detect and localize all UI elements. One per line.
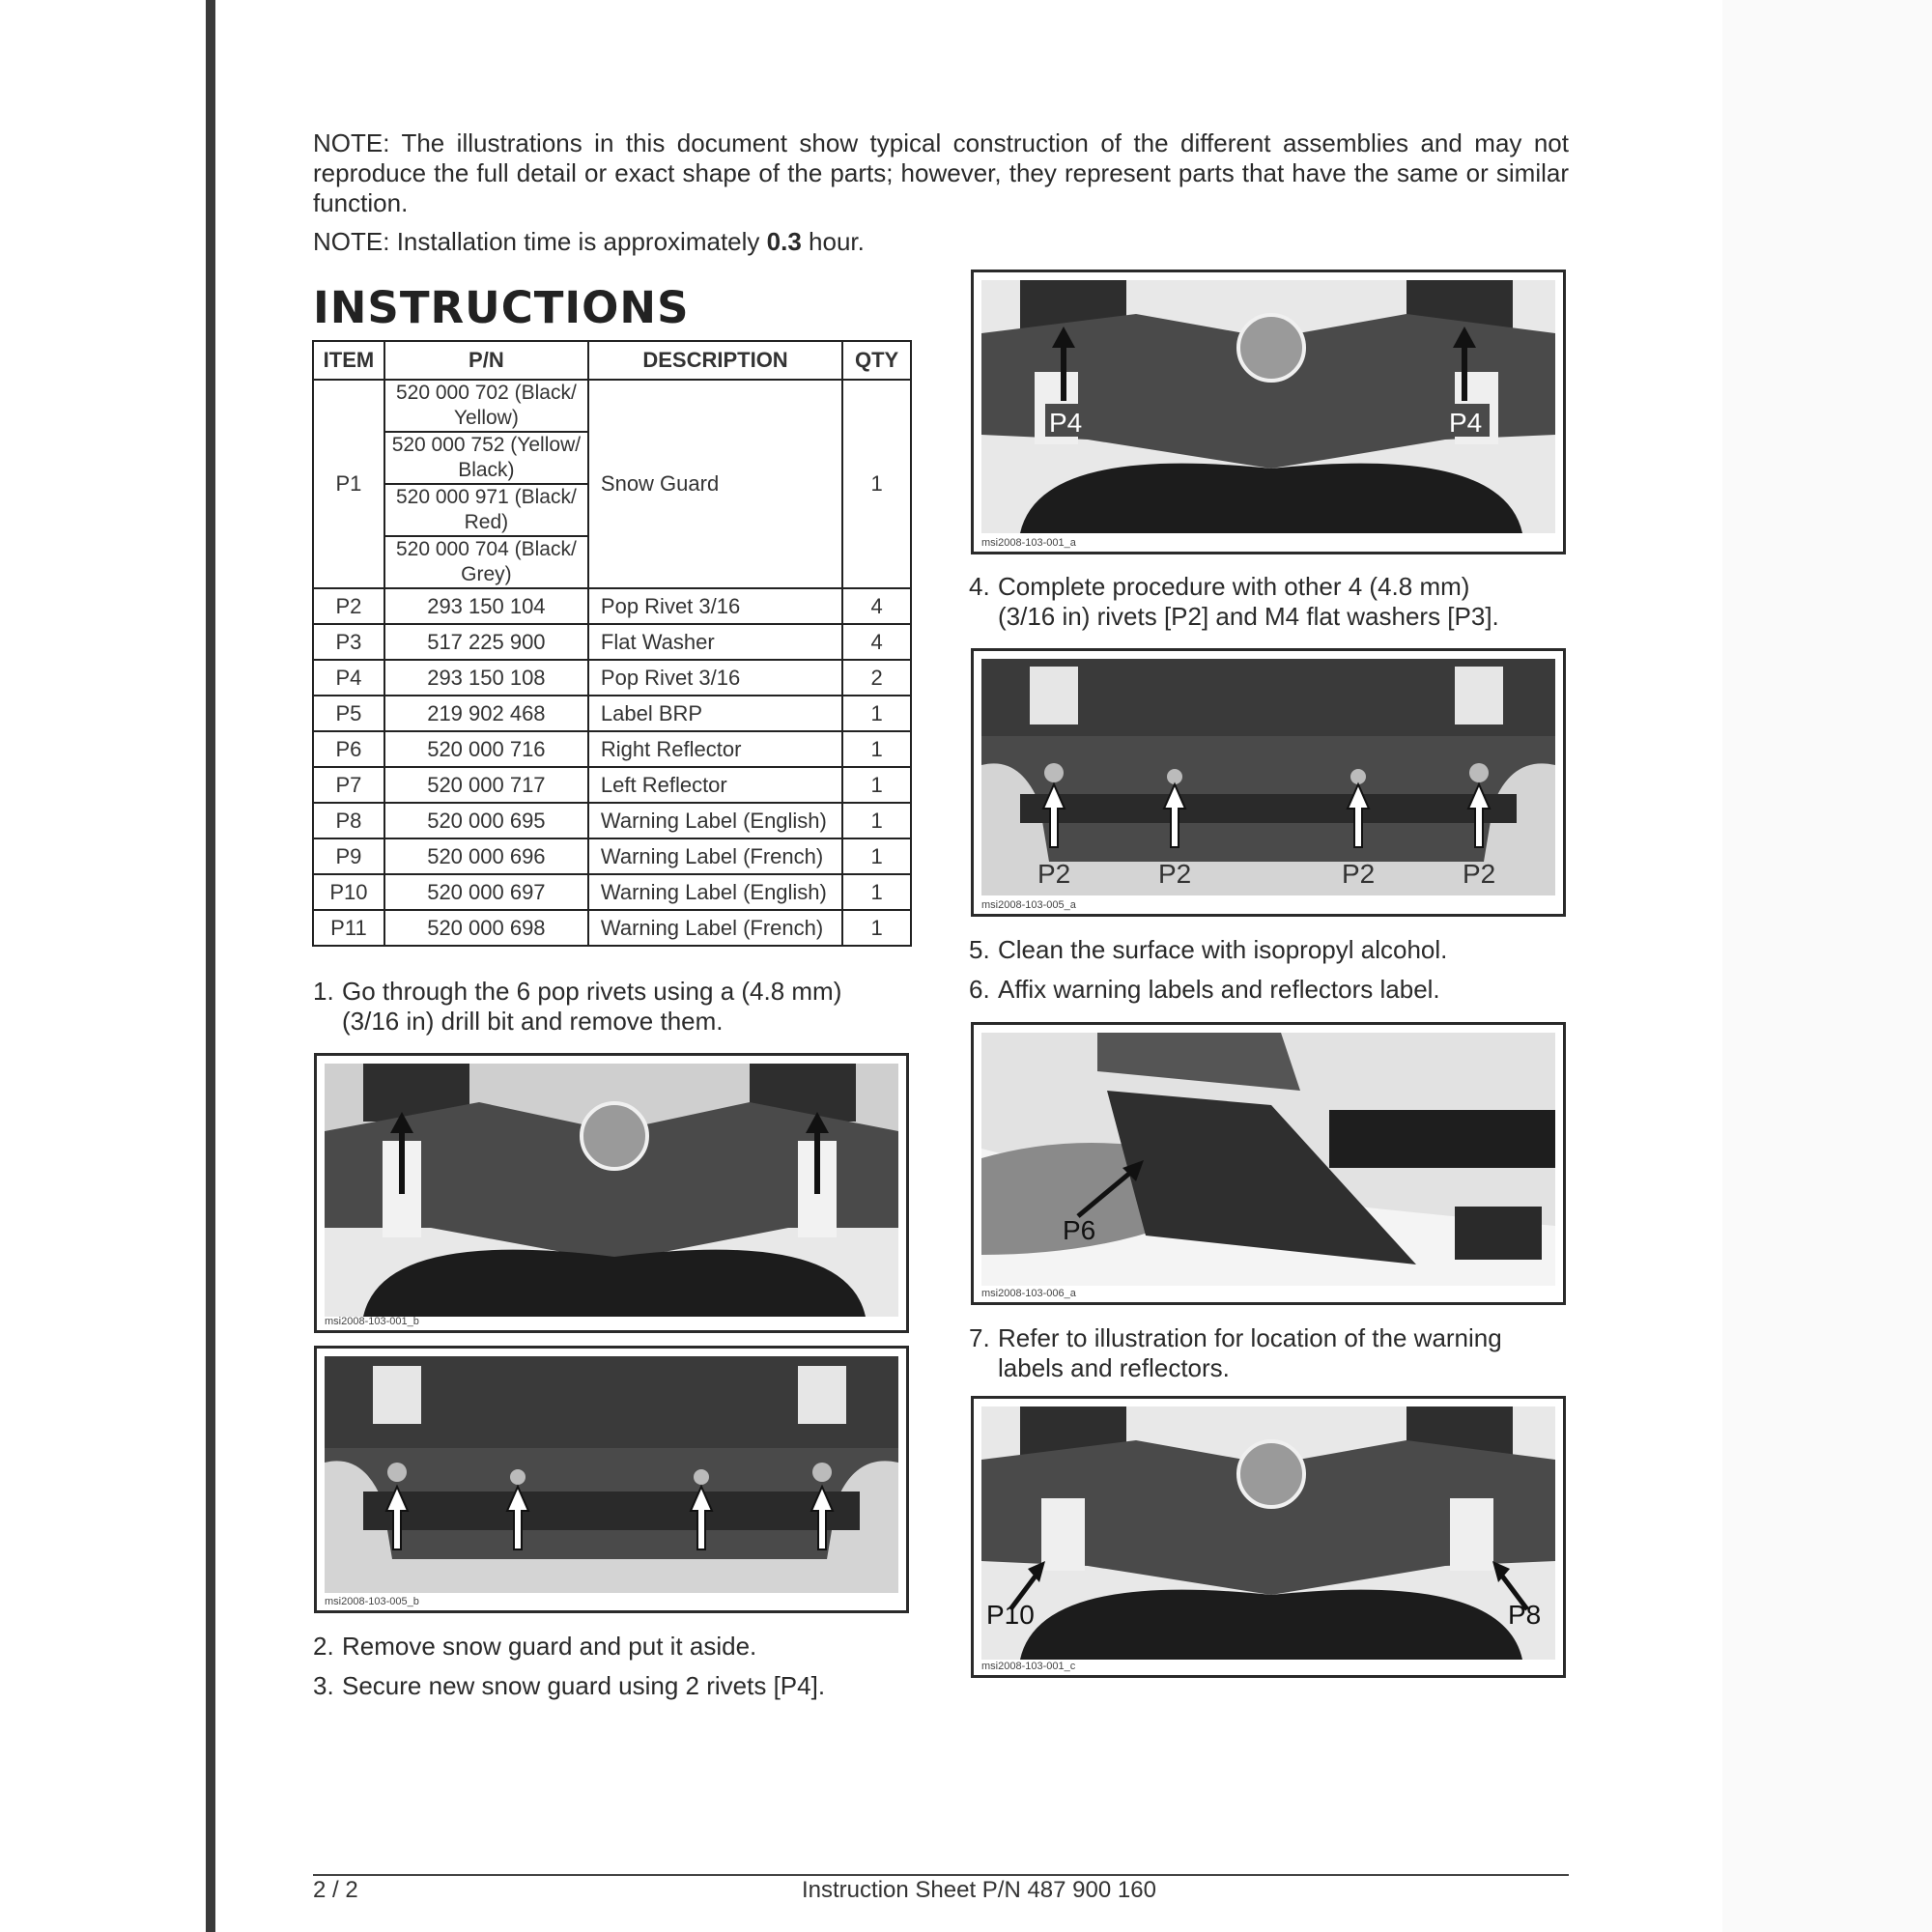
cell-qty: 1: [842, 380, 911, 588]
table-row: [313, 803, 911, 838]
step-6: [969, 975, 1440, 1005]
cell-qty: 1: [842, 696, 911, 731]
step-text: Go through the 6 pop rivets using a (4.8 mm): [342, 977, 842, 1006]
note-text: Installation time is approximately: [396, 227, 760, 256]
table-row: [313, 874, 911, 910]
figure-rivets-p2: [971, 648, 1566, 917]
figure-rivets-underside: [314, 1346, 909, 1613]
step-text: Clean the surface with isopropyl alcohol.: [998, 935, 1448, 964]
pn-variant: 520 000 752 (Yellow/ Black): [385, 433, 587, 485]
table-header-row: [313, 341, 911, 380]
callout-p6: P6: [1063, 1215, 1096, 1245]
table-row: [313, 660, 911, 696]
cell-pn: 520 000 717: [384, 767, 588, 803]
photo-rivets-p2: [981, 659, 1555, 895]
table-row: [313, 624, 911, 660]
cell-pn: 520 000 695: [384, 803, 588, 838]
step-number: 1.: [313, 977, 334, 1006]
step-5: [969, 935, 1447, 965]
table-row: [313, 838, 911, 874]
cell-qty: 1: [842, 731, 911, 767]
step-text: Remove snow guard and put it aside.: [342, 1632, 757, 1661]
photo-rivets-underside: [325, 1356, 898, 1593]
callout-p8: P8: [1508, 1600, 1542, 1630]
figure-id: msi2008-103-001_a: [981, 537, 1076, 549]
callout-p2: P2: [1342, 859, 1376, 889]
cell-item: P4: [313, 660, 384, 696]
cell-pn: 520 000 716: [384, 731, 588, 767]
figure-snow-guard-rivets: [314, 1053, 909, 1333]
step-text: Secure new snow guard using 2 rivets [P4].: [342, 1671, 826, 1700]
step-number: 7.: [969, 1323, 990, 1352]
step-text-cont: (3/16 in) rivets [P2] and M4 flat washers [P3].: [998, 602, 1499, 631]
footer-rule: [313, 1874, 1569, 1876]
column-header-item: ITEM: [313, 341, 384, 380]
callout-p4-right: P4: [1449, 408, 1483, 438]
cell-item: P3: [313, 624, 384, 660]
figure-id: msi2008-103-001_b: [325, 1316, 419, 1327]
note-label: NOTE:: [313, 227, 390, 256]
cell-qty: 4: [842, 588, 911, 624]
parts-table: [312, 340, 912, 947]
cell-pn: 293 150 104: [384, 588, 588, 624]
cell-item: P5: [313, 696, 384, 731]
section-title: INSTRUCTIONS: [313, 282, 690, 333]
step-text-cont: labels and reflectors.: [998, 1353, 1230, 1382]
footer-page-number: 2 / 2: [313, 1877, 358, 1903]
cell-description: Right Reflector: [588, 731, 842, 767]
note-label: NOTE:: [313, 128, 390, 157]
step-1: [313, 977, 912, 1037]
cell-item: P6: [313, 731, 384, 767]
cell-pn: 517 225 900: [384, 624, 588, 660]
cell-qty: 1: [842, 874, 911, 910]
step-4: [969, 572, 1568, 632]
pn-variant: 520 000 704 (Black/ Grey): [395, 538, 577, 585]
figure-new-snow-guard-p4: [971, 270, 1566, 554]
photo-snow-guard-p4: [981, 280, 1555, 533]
note-text: The illustrations in this document show typical construction of the different assemblies and may not reproduce the full detail or exact shape of the parts; however, they represent parts that have the same or similar function.: [313, 128, 1569, 217]
column-header-pn: P/N: [384, 341, 588, 380]
installation-time-value: 0.3: [766, 227, 802, 256]
cell-item: P11: [313, 910, 384, 946]
cell-item: P9: [313, 838, 384, 874]
cell-pn: 520 000 698: [384, 910, 588, 946]
cell-pn-list: [384, 380, 588, 588]
table-row: [313, 767, 911, 803]
cell-item: P10: [313, 874, 384, 910]
scan-margin: [1722, 0, 1932, 1932]
note-illustrations: [313, 128, 1569, 218]
callout-p10: P10: [986, 1600, 1035, 1630]
cell-qty: 1: [842, 767, 911, 803]
table-row: [313, 588, 911, 624]
callout-p4-left: P4: [1049, 408, 1083, 438]
step-text: Affix warning labels and reflectors label.: [998, 975, 1440, 1004]
figure-id: msi2008-103-005_b: [325, 1596, 419, 1607]
step-number: 6.: [969, 975, 990, 1004]
figure-id: msi2008-103-006_a: [981, 1288, 1076, 1299]
cell-item: P7: [313, 767, 384, 803]
step-text-cont: (3/16 in) drill bit and remove them.: [342, 1007, 724, 1036]
table-row: [313, 731, 911, 767]
cell-item: P2: [313, 588, 384, 624]
cell-description: Label BRP: [588, 696, 842, 731]
table-row-p1: [313, 380, 911, 588]
cell-description: Pop Rivet 3/16: [588, 588, 842, 624]
cell-qty: 4: [842, 624, 911, 660]
step-text: Refer to illustration for location of the warning: [998, 1323, 1502, 1352]
table-row: [313, 696, 911, 731]
step-7: [969, 1323, 1568, 1383]
figure-id: msi2008-103-001_c: [981, 1661, 1076, 1672]
cell-description: Flat Washer: [588, 624, 842, 660]
cell-pn: 293 150 108: [384, 660, 588, 696]
figure-id: msi2008-103-005_a: [981, 899, 1076, 911]
photo-snow-guard-front: [325, 1064, 898, 1317]
figure-reflector-p6: [971, 1022, 1566, 1305]
cell-description: Warning Label (French): [588, 910, 842, 946]
step-text: Complete procedure with other 4 (4.8 mm): [998, 572, 1470, 601]
note-text-unit: hour.: [809, 227, 865, 256]
photo-reflector-p6: [981, 1033, 1555, 1286]
cell-qty: 1: [842, 803, 911, 838]
step-number: 3.: [313, 1671, 334, 1700]
footer-sheet-reference: Instruction Sheet P/N 487 900 160: [802, 1877, 1156, 1903]
step-2: [313, 1632, 756, 1662]
cell-qty: 1: [842, 838, 911, 874]
table-row: [313, 910, 911, 946]
cell-item: P1: [313, 380, 384, 588]
cell-pn: 520 000 697: [384, 874, 588, 910]
callout-p2: P2: [1037, 859, 1071, 889]
cell-description: Warning Label (English): [588, 874, 842, 910]
note-installation-time: [313, 227, 1569, 257]
cell-qty: 1: [842, 910, 911, 946]
cell-description: Snow Guard: [588, 380, 842, 588]
cell-description: Warning Label (English): [588, 803, 842, 838]
step-number: 2.: [313, 1632, 334, 1661]
cell-description: Pop Rivet 3/16: [588, 660, 842, 696]
pn-variant: 520 000 702 (Black/ Yellow): [385, 381, 587, 433]
callout-p2: P2: [1158, 859, 1192, 889]
cell-pn: 219 902 468: [384, 696, 588, 731]
cell-description: Left Reflector: [588, 767, 842, 803]
step-number: 5.: [969, 935, 990, 964]
step-3: [313, 1671, 825, 1701]
cell-qty: 2: [842, 660, 911, 696]
photo-warning-labels: [981, 1406, 1555, 1660]
figure-warning-labels: [971, 1396, 1566, 1678]
cell-description: Warning Label (French): [588, 838, 842, 874]
cell-item: P8: [313, 803, 384, 838]
column-header-description: DESCRIPTION: [588, 341, 842, 380]
scan-edge: [206, 0, 215, 1932]
pn-variant: 520 000 971 (Black/ Red): [385, 485, 587, 537]
callout-p2: P2: [1463, 859, 1496, 889]
cell-pn: 520 000 696: [384, 838, 588, 874]
column-header-qty: QTY: [842, 341, 911, 380]
step-number: 4.: [969, 572, 990, 601]
